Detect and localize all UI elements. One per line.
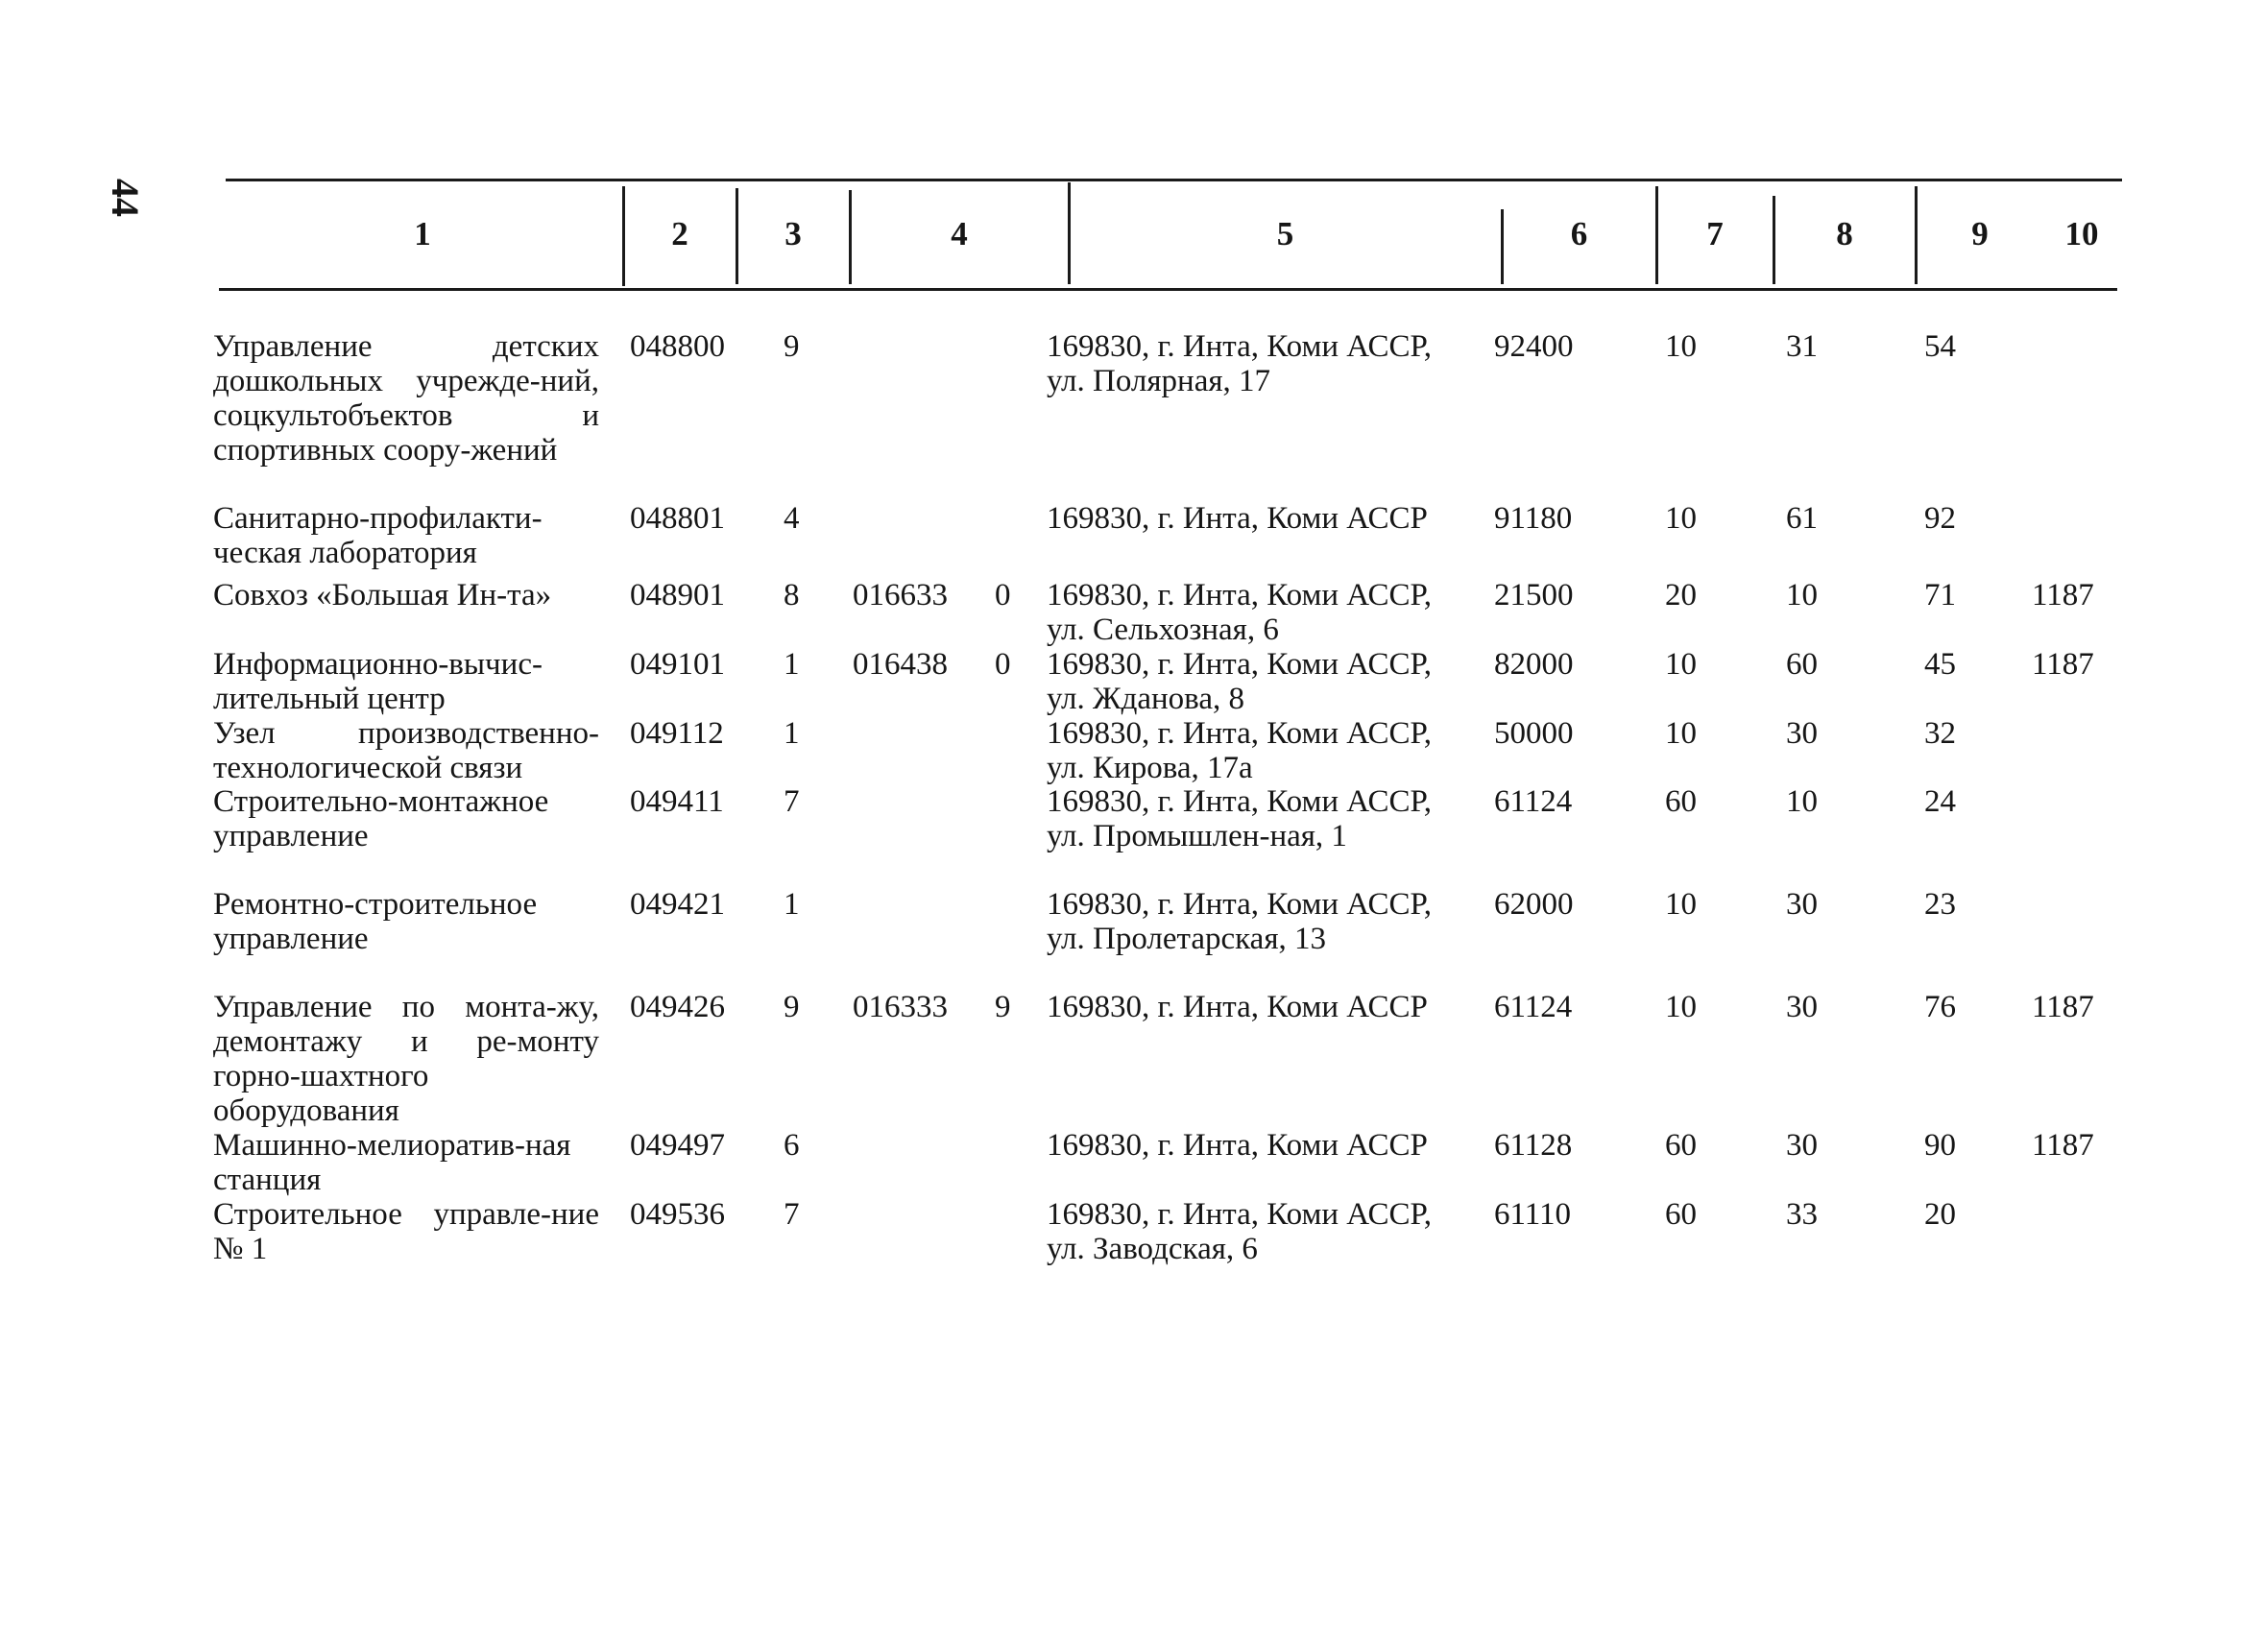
row-col10: 1187 bbox=[2032, 1128, 2094, 1163]
column-header-4: 4 bbox=[951, 215, 968, 252]
column-header-7: 7 bbox=[1706, 215, 1724, 252]
row-col10: 1187 bbox=[2032, 578, 2094, 612]
row-code: 049112 bbox=[630, 716, 724, 751]
row-name: Информационно-вычис-лительный центр bbox=[213, 647, 543, 716]
row-col3: 1 bbox=[784, 647, 800, 682]
row-col9: 71 bbox=[1924, 578, 1956, 612]
row-col4-digit: 9 bbox=[995, 990, 1011, 1024]
row-name: Совхоз «Большая Ин-та» bbox=[213, 578, 552, 612]
row-col3: 6 bbox=[784, 1128, 800, 1163]
row-col10: 1187 bbox=[2032, 647, 2094, 682]
row-address: 169830, г. Инта, Коми АССР, ул. Пролетарская, 13 bbox=[1047, 887, 1432, 956]
row-col6: 82000 bbox=[1494, 647, 1574, 682]
row-code: 048901 bbox=[630, 578, 725, 612]
row-code: 049421 bbox=[630, 887, 725, 922]
row-name: Ремонтно-строительное управление bbox=[213, 887, 538, 956]
row-col9: 20 bbox=[1924, 1197, 1956, 1232]
row-col7: 60 bbox=[1665, 1197, 1697, 1232]
row-col7: 10 bbox=[1665, 990, 1697, 1024]
row-col4-digit: 0 bbox=[995, 647, 1011, 682]
column-header-2: 2 bbox=[671, 215, 688, 252]
row-col6: 21500 bbox=[1494, 578, 1574, 612]
row-col8: 60 bbox=[1786, 647, 1818, 682]
row-col6: 61124 bbox=[1494, 784, 1573, 819]
row-col3: 7 bbox=[784, 1197, 800, 1232]
row-col8: 30 bbox=[1786, 887, 1818, 922]
row-col3: 4 bbox=[784, 501, 800, 536]
row-col6: 61124 bbox=[1494, 990, 1573, 1024]
row-col6: 61128 bbox=[1494, 1128, 1573, 1163]
row-name: Узел производственно-технологической связи bbox=[213, 716, 599, 785]
row-address: 169830, г. Инта, Коми АССР, ул. Сельхозная, 6 bbox=[1047, 578, 1432, 647]
row-code: 049426 bbox=[630, 990, 725, 1024]
row-col3: 7 bbox=[784, 784, 800, 819]
row-col9: 24 bbox=[1924, 784, 1956, 819]
row-col7: 10 bbox=[1665, 329, 1697, 364]
row-col4-code: 016438 bbox=[853, 647, 948, 682]
column-header-9: 9 bbox=[1971, 215, 1989, 252]
row-col8: 31 bbox=[1786, 329, 1818, 364]
row-col8: 10 bbox=[1786, 578, 1818, 612]
column-header-1: 1 bbox=[414, 215, 431, 252]
row-col8: 30 bbox=[1786, 716, 1818, 751]
row-address: 169830, г. Инта, Коми АССР, ул. Заводская, 6 bbox=[1047, 1197, 1432, 1266]
row-col7: 20 bbox=[1665, 578, 1697, 612]
row-col7: 10 bbox=[1665, 716, 1697, 751]
row-col7: 60 bbox=[1665, 1128, 1697, 1163]
row-col9: 54 bbox=[1924, 329, 1956, 364]
row-code: 049536 bbox=[630, 1197, 725, 1232]
row-col4-digit: 0 bbox=[995, 578, 1011, 612]
row-col10: 1187 bbox=[2032, 990, 2094, 1024]
row-col3: 1 bbox=[784, 716, 800, 751]
table-top-rule bbox=[226, 179, 2122, 181]
row-col8: 30 bbox=[1786, 990, 1818, 1024]
row-name: Управление детских дошкольных учрежде-ний, соцкультобъектов и спортивных соору-жений bbox=[213, 329, 599, 468]
row-code: 048800 bbox=[630, 329, 725, 364]
column-header-8: 8 bbox=[1836, 215, 1853, 252]
row-col8: 61 bbox=[1786, 501, 1818, 536]
row-col6: 91180 bbox=[1494, 501, 1573, 536]
row-name: Санитарно-профилакти-ческая лаборатория bbox=[213, 501, 543, 570]
row-col3: 9 bbox=[784, 990, 800, 1024]
column-header-10: 10 bbox=[2064, 215, 2099, 252]
header-bottom-rule bbox=[219, 288, 2117, 291]
row-code: 048801 bbox=[630, 501, 725, 536]
row-col7: 10 bbox=[1665, 647, 1697, 682]
row-name: Машинно-мелиоратив-ная станция bbox=[213, 1128, 571, 1197]
row-address: 169830, г. Инта, Коми АССР bbox=[1047, 1128, 1428, 1163]
row-address: 169830, г. Инта, Коми АССР bbox=[1047, 501, 1428, 536]
row-col8: 30 bbox=[1786, 1128, 1818, 1163]
row-col3: 8 bbox=[784, 578, 800, 612]
column-header-6: 6 bbox=[1570, 215, 1588, 252]
row-address: 169830, г. Инта, Коми АССР, ул. Полярная, 17 bbox=[1047, 329, 1432, 398]
row-address: 169830, г. Инта, Коми АССР, ул. Промышлен-ная, 1 bbox=[1047, 784, 1432, 853]
row-col7: 60 bbox=[1665, 784, 1697, 819]
column-header-5: 5 bbox=[1276, 215, 1294, 252]
row-col6: 62000 bbox=[1494, 887, 1574, 922]
row-col4-code: 016333 bbox=[853, 990, 948, 1024]
row-name: Строительно-монтажное управление bbox=[213, 784, 549, 853]
row-col9: 45 bbox=[1924, 647, 1956, 682]
row-col8: 10 bbox=[1786, 784, 1818, 819]
row-address: 169830, г. Инта, Коми АССР, ул. Жданова, 8 bbox=[1047, 647, 1432, 716]
column-header-3: 3 bbox=[784, 215, 802, 252]
row-col9: 92 bbox=[1924, 501, 1956, 536]
row-col9: 90 bbox=[1924, 1128, 1956, 1163]
row-col6: 50000 bbox=[1494, 716, 1574, 751]
row-name: Управление по монта-жу, демонтажу и ре-монту горно-шахтного оборудования bbox=[213, 990, 599, 1128]
row-col3: 9 bbox=[784, 329, 800, 364]
page-number: 44 bbox=[104, 179, 147, 217]
row-col7: 10 bbox=[1665, 501, 1697, 536]
row-col6: 61110 bbox=[1494, 1197, 1572, 1232]
row-col9: 76 bbox=[1924, 990, 1956, 1024]
row-col7: 10 bbox=[1665, 887, 1697, 922]
row-address: 169830, г. Инта, Коми АССР bbox=[1047, 990, 1428, 1024]
row-code: 049497 bbox=[630, 1128, 725, 1163]
row-col8: 33 bbox=[1786, 1197, 1818, 1232]
row-address: 169830, г. Инта, Коми АССР, ул. Кирова, 17а bbox=[1047, 716, 1432, 785]
row-col4-code: 016633 bbox=[853, 578, 948, 612]
row-col3: 1 bbox=[784, 887, 800, 922]
row-code: 049411 bbox=[630, 784, 724, 819]
row-col9: 23 bbox=[1924, 887, 1956, 922]
row-name: Строительное управле-ние № 1 bbox=[213, 1197, 599, 1266]
row-col9: 32 bbox=[1924, 716, 1956, 751]
row-code: 049101 bbox=[630, 647, 725, 682]
row-col6: 92400 bbox=[1494, 329, 1574, 364]
